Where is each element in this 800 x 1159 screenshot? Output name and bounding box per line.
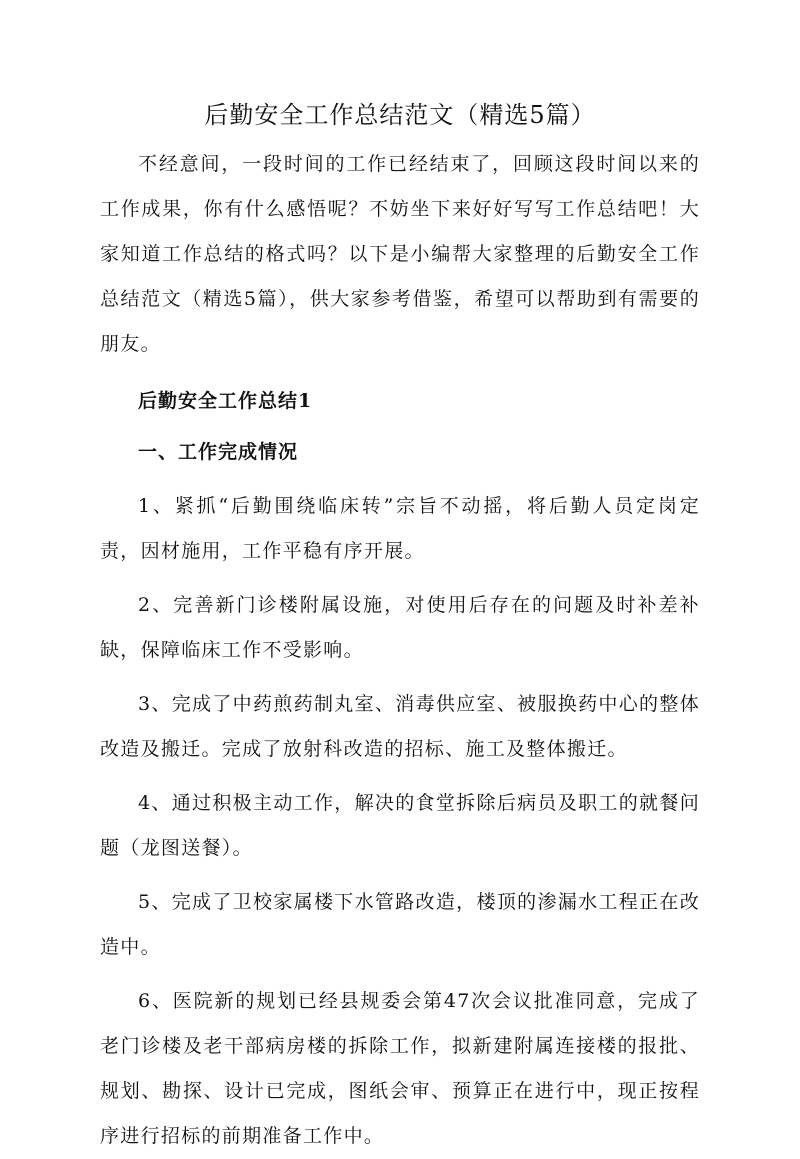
- document-title: 后勤安全工作总结范文（精选5篇）: [204, 101, 596, 129]
- section-title: 后勤安全工作总结1: [138, 390, 313, 412]
- list-item: 4、通过积极主动工作，解决的食堂拆除后病员及职工的就餐问题（龙图送餐）。: [100, 792, 700, 859]
- list-item: 5、完成了卫校家属楼下水管路改造，楼顶的渗漏水工程正在改造中。: [100, 891, 700, 958]
- list-item: 2、完善新门诊楼附属设施，对使用后存在的问题及时补差补缺，保障临床工作不受影响。: [100, 594, 700, 661]
- subsection-title: 一、工作完成情况: [138, 441, 299, 463]
- intro-paragraph: 不经意间，一段时间的工作已经结束了，回顾这段时间以来的工作成果，你有什么感悟呢？不妨坐下来好好写写工作总结吧！大家知道工作总结的格式吗？以下是小编帮大家整理的后勤安全工作总结范文（精选5篇），供大家参考借鉴，希望可以帮助到有需要的朋友。: [100, 153, 700, 355]
- list-item: 3、完成了中药煎药制丸室、消毒供应室、被服换药中心的整体改造及搬迁。完成了放射科改造的招标、施工及整体搬迁。: [100, 693, 700, 760]
- list-item: 6、医院新的规划已经县规委会第47次会议批准同意，完成了老门诊楼及老干部病房楼的拆除工作，拟新建附属连接楼的报批、规划、勘探、设计已完成，图纸会审、预算正在进行中，现正按程序进行招标的前期准备工作中。: [100, 990, 700, 1147]
- list-item: 1、紧抓“后勤围绕临床转”宗旨不动摇，将后勤人员定岗定责，因材施用，工作平稳有序开展。: [100, 495, 700, 562]
